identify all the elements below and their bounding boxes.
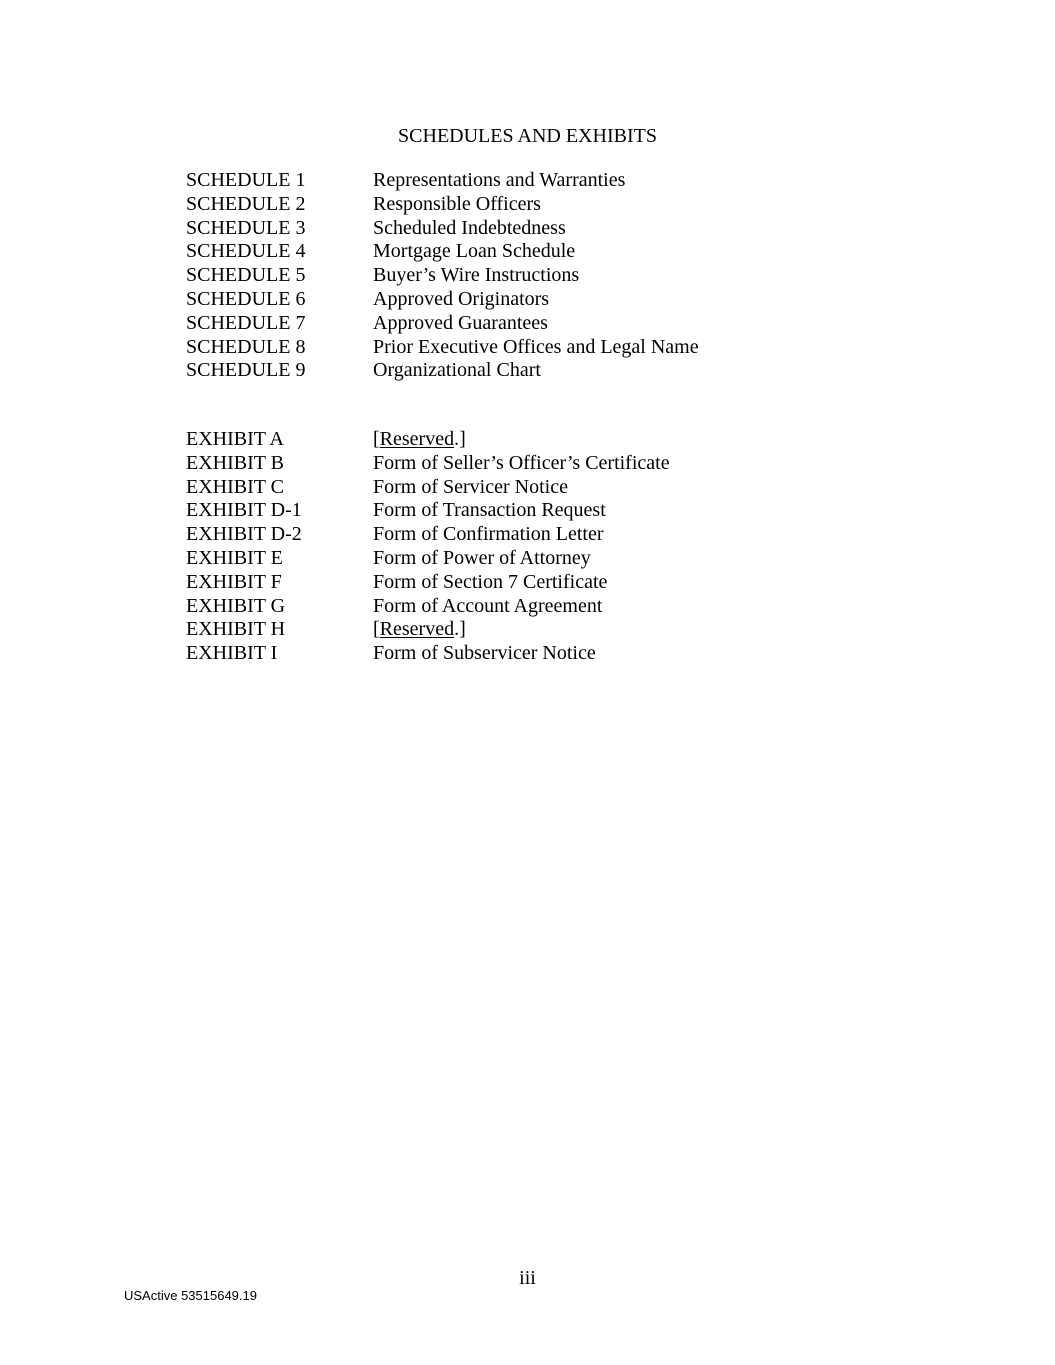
list-item: [186, 193, 886, 217]
item-code: EXHIBIT G: [186, 594, 286, 617]
item-code: SCHEDULE 5: [186, 264, 306, 287]
list-item: [186, 595, 886, 619]
item-code: SCHEDULE 3: [186, 216, 306, 239]
list-item: [186, 336, 886, 360]
document-id: USActive 53515649.19: [124, 1288, 257, 1303]
item-description: Responsible Officers: [373, 192, 541, 215]
reserved-label: Reserved: [379, 428, 455, 450]
item-code: EXHIBIT F: [186, 570, 282, 593]
reserved-close: .]: [454, 618, 466, 641]
list-item: [186, 217, 886, 241]
item-description: Form of Subservicer Notice: [373, 642, 596, 665]
item-description: Approved Guarantees: [373, 311, 548, 334]
item-description: Form of Servicer Notice: [373, 475, 568, 498]
schedules-list: [186, 169, 886, 383]
list-item: [186, 428, 886, 452]
item-description: Representations and Warranties: [373, 169, 626, 191]
reserved-open: [: [373, 428, 380, 450]
exhibits-list: [186, 428, 886, 666]
item-description: [373, 618, 466, 642]
item-code: EXHIBIT A: [186, 428, 284, 450]
item-description: [373, 428, 466, 452]
list-item: [186, 642, 886, 666]
item-code: EXHIBIT C: [186, 475, 284, 498]
item-description: Scheduled Indebtedness: [373, 216, 566, 239]
item-code: EXHIBIT B: [186, 451, 284, 474]
item-code: SCHEDULE 8: [186, 335, 306, 358]
item-description: Form of Account Agreement: [373, 594, 603, 617]
item-description: Form of Confirmation Letter: [373, 523, 604, 546]
list-item: [186, 288, 886, 312]
item-description: Organizational Chart: [373, 359, 541, 382]
item-code: SCHEDULE 1: [186, 169, 306, 191]
item-description: Form of Section 7 Certificate: [373, 570, 608, 593]
reserved-close: .]: [454, 428, 466, 450]
reserved-open: [: [373, 618, 380, 641]
item-code: EXHIBIT E: [186, 546, 283, 569]
list-item: [186, 618, 886, 642]
item-code: SCHEDULE 4: [186, 240, 306, 263]
list-item: [186, 264, 886, 288]
item-description: Form of Power of Attorney: [373, 546, 591, 569]
page-title: SCHEDULES AND EXHIBITS: [398, 125, 657, 147]
item-description: Mortgage Loan Schedule: [373, 240, 576, 263]
item-code: EXHIBIT I: [186, 642, 278, 665]
list-item: [186, 499, 886, 523]
item-code: SCHEDULE 6: [186, 287, 306, 310]
item-code: EXHIBIT H: [186, 618, 286, 641]
list-item: [186, 452, 886, 476]
page-number: iii: [519, 1267, 536, 1289]
item-code: EXHIBIT D-1: [186, 499, 302, 522]
item-description: Approved Originators: [373, 287, 550, 310]
item-description: Form of Seller’s Officer’s Certificate: [373, 451, 670, 474]
list-item: [186, 476, 886, 500]
list-item: [186, 359, 886, 383]
item-code: SCHEDULE 7: [186, 311, 306, 334]
item-description: Form of Transaction Request: [373, 499, 606, 522]
list-item: [186, 571, 886, 595]
item-code: SCHEDULE 9: [186, 359, 306, 382]
reserved-label: Reserved: [379, 618, 455, 641]
item-description: Prior Executive Offices and Legal Name: [373, 335, 699, 358]
item-code: EXHIBIT D-2: [186, 523, 302, 546]
list-item: [186, 523, 886, 547]
item-code: SCHEDULE 2: [186, 192, 306, 215]
item-description: Buyer’s Wire Instructions: [373, 264, 580, 287]
list-item: [186, 312, 886, 336]
list-item: [186, 169, 886, 193]
list-item: [186, 547, 886, 571]
list-item: [186, 240, 886, 264]
